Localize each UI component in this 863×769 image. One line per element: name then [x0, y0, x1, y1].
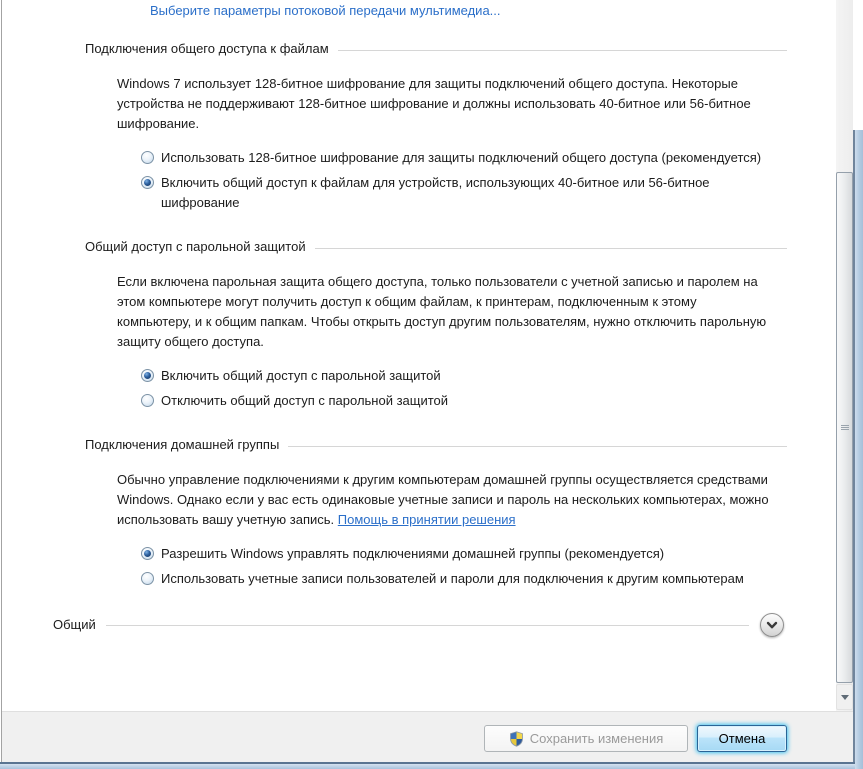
aero-glass-right-edge	[855, 130, 863, 769]
radio-option-label: Отключить общий доступ с парольной защитой	[161, 393, 449, 408]
section-rule	[288, 446, 787, 447]
radio-button-icon[interactable]	[141, 572, 154, 585]
password-sharing-description: Если включена парольная защита общего доступа, только пользователи с учетной записью и паролем на этом компьютере могут получить доступ к общим файлам, к принтерам, подключенным к этому компьютеру, и к общим папкам. Чтобы открыть доступ другим пользователям, нужно отключить парольную защиту общего доступа.	[117, 274, 767, 349]
radio-option-label: Включить общий доступ к файлам для устройств, использующих 40-битное или 56-битное шифрование	[161, 175, 710, 210]
radio-option-enable-password-sharing[interactable]	[141, 366, 766, 386]
scrollbar-grip	[841, 425, 849, 426]
media-streaming-options-link[interactable]: Выберите параметры потоковой передачи мультимедиа...	[150, 3, 501, 18]
profile-public-row	[53, 613, 784, 637]
aero-glass-bottom-edge	[0, 764, 855, 769]
profile-rule	[106, 625, 749, 626]
file-sharing-options	[141, 148, 836, 213]
radio-button-icon[interactable]	[141, 369, 154, 382]
section-title: Подключения домашней группы	[85, 437, 280, 452]
radio-button-icon[interactable]	[141, 394, 154, 407]
triangle-down-icon	[841, 695, 849, 700]
section-title: Подключения общего доступа к файлам	[85, 41, 329, 56]
scrollbar-thumb[interactable]	[836, 172, 853, 683]
radio-option-disable-password-sharing[interactable]	[141, 391, 766, 411]
settings-content	[2, 0, 836, 637]
section-homegroup-connections-header	[85, 437, 787, 453]
profile-expand-button[interactable]	[760, 613, 784, 637]
section-rule	[315, 248, 787, 249]
radio-option-label: Использовать 128-битное шифрование для защиты подключений общего доступа (рекомендуется)	[161, 150, 762, 165]
cancel-label: Отмена	[718, 731, 766, 746]
uac-shield-icon	[509, 731, 524, 747]
radio-button-icon[interactable]	[141, 547, 154, 560]
scrollbar-grip	[841, 427, 849, 428]
cancel-button[interactable]	[697, 725, 787, 752]
password-sharing-options	[141, 366, 836, 411]
homegroup-help-link[interactable]: Помощь в принятии решения	[337, 512, 516, 527]
radio-option-128bit-encryption[interactable]	[141, 148, 766, 168]
save-changes-button[interactable]	[484, 725, 688, 752]
section-rule	[338, 50, 787, 51]
chevron-down-icon	[766, 621, 778, 630]
homegroup-options	[141, 544, 836, 589]
section-title: Общий доступ с парольной защитой	[85, 239, 306, 254]
radio-option-label: Использовать учетные записи пользователей и пароли для подключения к другим компьютерам	[161, 571, 744, 586]
radio-option-40-56bit-encryption[interactable]	[141, 173, 766, 213]
footer-button-bar	[2, 711, 853, 762]
section-file-sharing-connections-header	[85, 41, 787, 57]
radio-option-use-user-accounts[interactable]	[141, 569, 766, 589]
section-password-protected-sharing-header	[85, 239, 787, 255]
homegroup-description	[117, 470, 773, 530]
radio-button-icon[interactable]	[141, 151, 154, 164]
radio-option-windows-manage-homegroup[interactable]	[141, 544, 766, 564]
vertical-scrollbar[interactable]	[836, 0, 853, 711]
radio-option-label: Разрешить Windows управлять подключениями домашней группы (рекомендуется)	[161, 546, 665, 561]
homegroup-description-text: Обычно управление подключениями к другим компьютерам домашней группы осуществляется средствами Windows. Однако если у вас есть одинаковые учетные записи и пароль на нескольких компьютерах, можно использовать вашу учетную запись.	[117, 472, 769, 527]
scrollbar-grip	[841, 429, 849, 430]
radio-button-icon[interactable]	[141, 176, 154, 189]
file-sharing-description: Windows 7 использует 128-битное шифрование для защиты подключений общего доступа. Некоторые устройства не поддерживают 128-битное шифрование и должны использовать 40-битное или 56-битное шифрование.	[117, 76, 751, 131]
scrollbar-down-button[interactable]	[836, 684, 853, 710]
save-changes-label: Сохранить изменения	[529, 731, 664, 746]
profile-public-title: Общий	[53, 617, 96, 632]
radio-option-label: Включить общий доступ с парольной защитой	[161, 368, 441, 383]
